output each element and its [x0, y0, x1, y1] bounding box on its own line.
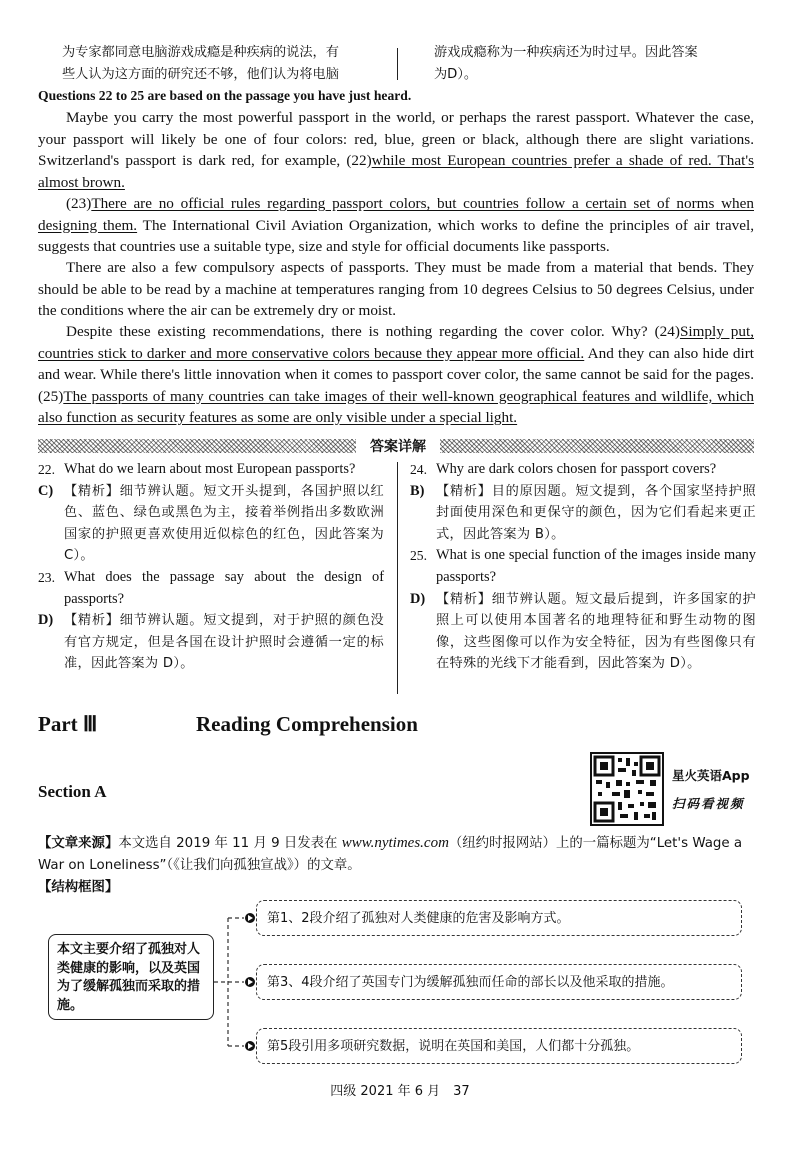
- question-text: What is one special function of the images inside many passports?: [436, 547, 756, 585]
- banner-hatch-right: [440, 439, 754, 453]
- answer-24: [410, 481, 756, 546]
- source-text: 本文选自 2019 年 11 月 9 日发表在: [118, 836, 342, 851]
- question-marker: (25): [38, 387, 64, 405]
- answer-analysis: 【精析】细节辨认题。短文提到，对于护照的颜色没有官方规定，但是各国在设计护照时会遵循一定的标准，因此答案为 D）。: [64, 613, 384, 672]
- question-24: [410, 459, 756, 481]
- qr-pattern: [592, 754, 662, 824]
- paragraph-text: Despite these existing recommendations, there is nothing regarding the cover color. Why?: [66, 323, 655, 340]
- answer-choice: D): [410, 590, 426, 607]
- question-marker: (24): [654, 323, 680, 340]
- framework-branch-3: 第5段引用多项研究数据，说明在英国和美国，人们都十分孤独。: [256, 1028, 742, 1064]
- text-line: 游戏成瘾称为一种疾病还为时过早。因此答案: [434, 45, 698, 60]
- question-22: [38, 459, 384, 481]
- column-divider: [397, 48, 398, 80]
- key-sentence: The passports of many countries can take images of their well-known geographical features and wildlife, which also function as security features as some are only visible under a special light.: [38, 387, 754, 426]
- qr-label-app: 星火英语App: [672, 768, 750, 783]
- paragraph-text: And they can also hide dirt and wear. While there's little innovation when it comes to passport cover color, the same cannot be said for the pages.: [38, 344, 754, 383]
- framework-branch-1: 第1、2段介绍了孤独对人类健康的危害及影响方式。: [256, 900, 742, 936]
- question-number: 22.: [38, 462, 55, 477]
- answer-explanation-banner: [38, 437, 754, 455]
- answer-choice: C): [38, 482, 54, 499]
- question-number: 23.: [38, 569, 55, 585]
- framework-heading: 【结构框图】: [38, 880, 119, 895]
- text-line: 为专家都同意电脑游戏成瘾是种疾病的说法，有: [62, 45, 339, 60]
- page-footer: 四级 2021 年 6 月 37: [330, 1084, 470, 1099]
- question-number: 25.: [410, 548, 427, 564]
- source-label: 【文章来源】: [38, 836, 119, 851]
- key-sentence: while most European countries prefer a shade of red. That's almost brown.: [38, 152, 755, 191]
- question-text: Why are dark colors chosen for passport covers?: [436, 461, 717, 477]
- part-title: Reading Comprehension: [196, 712, 418, 736]
- answer-choice: D): [38, 612, 54, 629]
- passage-paragraph-1: [38, 107, 754, 193]
- paragraph-text: Maybe you carry the most powerful passport in the world, or perhaps the rarest passport. Whatever the case, your passport will likely be one of four colors: red, blue, green or black, although there are slight variations. Switzerland's passport is dark red, for example,: [38, 109, 754, 169]
- passage-paragraph-4: [38, 321, 754, 429]
- qr-label-scan: 扫码看视频: [672, 796, 745, 811]
- answer-22: [38, 481, 384, 567]
- answer-analysis: 【精析】细节辨认题。短文最后提到，许多国家的护照上可以使用本国著名的地理特征和野生动物的图像，这些图像可以作为安全特征，因为有些图像只有在特殊的光线下才能看到，因此答案为 D）。: [436, 591, 756, 672]
- passage-paragraph-3: There are also a few compulsory aspects of passports. They must be made from a material that bends. They should be able to be read by a machine at temperatures ranging from 10 degrees Celsius to 50 degrees Celsius, under the conditions where the air can be extremely dry or moist.: [38, 259, 754, 319]
- section-heading: Section A: [38, 782, 107, 801]
- answer-analysis: 【精析】细节辨认题。短文开头提到，各国护照以红色、蓝色、绿色或黑色为主，接着举例指出多数欧洲国家的护照更喜欢使用近似棕色的红色，因此答案为 C）。: [64, 483, 384, 564]
- text-line: 些人认为这方面的研究还不够，他们认为将电脑: [62, 67, 339, 82]
- passage-paragraph-2: [38, 193, 754, 258]
- qr-code-icon[interactable]: [590, 752, 664, 826]
- source-site: www.nytimes.com: [341, 835, 449, 851]
- banner-label: 答案详解: [370, 439, 426, 455]
- question-marker: (22): [346, 152, 372, 169]
- framework-branch-2: 第3、4段介绍了英国专门为缓解孤独而任命的部长以及他采取的措施。: [256, 964, 742, 1000]
- key-sentence: Simply put, countries stick to darker and more conservative colors because they appear more official.: [38, 323, 754, 362]
- source-text: （纽约时报网站）上的一篇标题为“Let's Wage a War on Loneliness”（《让我们向孤独宣战》）的文章。: [38, 836, 743, 873]
- question-25: [410, 545, 756, 588]
- paragraph-text: The International Civil Aviation Organization, which works to define the principles of air travel, suggests that countries use a suitable type, size and style for official documents like passports.: [38, 216, 754, 255]
- question-number: 24.: [410, 462, 427, 477]
- answers-right-column: [410, 459, 756, 675]
- question-23: [38, 567, 384, 610]
- banner-hatch-left: [38, 439, 356, 453]
- answer-23: [38, 610, 384, 675]
- framework-summary: 本文主要介绍了孤独对人类健康的影响，以及英国为了缓解孤独而采取的措施。: [48, 934, 214, 1020]
- article-source: [38, 832, 758, 877]
- previous-answer-left: [62, 42, 394, 86]
- text-line: 为D）。: [434, 67, 478, 82]
- previous-answer-right: [434, 42, 754, 86]
- question-marker: (23): [66, 195, 92, 212]
- questions-heading: Questions 22 to 25 are based on the passage you have just heard.: [38, 88, 412, 103]
- answer-choice: B): [410, 482, 425, 499]
- key-sentence: There are no official rules regarding passport colors, but countries follow a certain set of norms when designing them.: [38, 195, 754, 234]
- part-label: Part Ⅲ: [38, 712, 98, 736]
- question-text: What do we learn about most European passports?: [64, 461, 356, 477]
- answer-analysis: 【精析】目的原因题。短文提到，各个国家坚持护照封面使用深色和更保守的颜色，因为它们看起来更正式，因此答案为 B）。: [436, 483, 756, 542]
- answers-left-column: [38, 459, 384, 675]
- answer-25: [410, 589, 756, 675]
- column-divider: [397, 462, 398, 694]
- question-text: What does the passage say about the design of passports?: [64, 568, 384, 607]
